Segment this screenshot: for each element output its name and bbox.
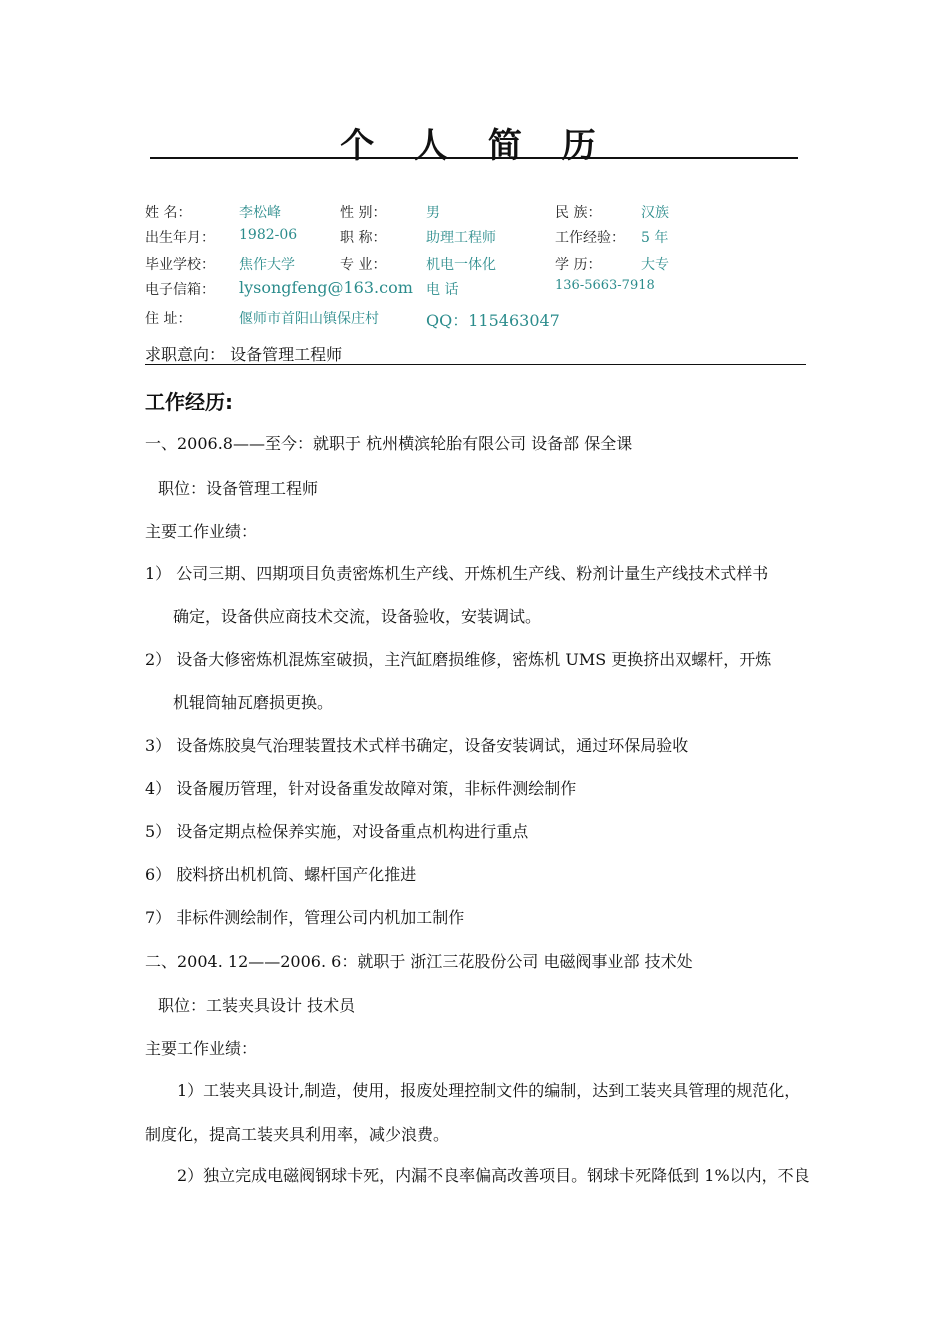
list-item: 机辊筒轴瓦磨损更换。 [173, 693, 334, 712]
list-item: 7） 非标件测绘制作，管理公司内机加工制作 [145, 908, 465, 927]
birth-label: 出生年月： [145, 230, 215, 246]
experience-label: 工作经验： [555, 230, 625, 246]
phone-value: 136-5663-7918 [555, 278, 655, 293]
job-title-label: 职 称： [340, 230, 387, 246]
ethnic-label: 民 族： [555, 205, 602, 221]
major-value: 机电一体化 [426, 257, 496, 273]
gender-value: 男 [426, 205, 440, 221]
job1-position: 职位：设备管理工程师 [158, 479, 319, 498]
major-label: 专 业： [340, 257, 387, 273]
list-item: 4） 设备履历管理，针对设备重发故障对策，非标件测绘制作 [145, 779, 577, 798]
email-label: 电子信箱： [145, 282, 215, 298]
list-item: 3） 设备炼胶臭气治理装置技术式样书确定，设备安装调试，通过环保局验收 [145, 736, 689, 755]
name-label: 姓 名： [145, 205, 192, 221]
ethnic-value: 汉族 [641, 205, 669, 221]
list-item: 1）工装夹具设计,制造，使用，报废处理控制文件的编制，达到工装夹具管理的规范化， [177, 1081, 801, 1100]
degree-label: 学 历： [555, 257, 602, 273]
job2-achievements-label: 主要工作业绩： [145, 1039, 258, 1058]
list-item: 确定，设备供应商技术交流，设备验收，安装调试。 [173, 607, 542, 626]
experience-value: 5 年 [641, 230, 669, 246]
list-item: 6） 胶料挤出机机筒、螺杆国产化推进 [145, 865, 417, 884]
list-item: 5） 设备定期点检保养实施，对设备重点机构进行重点 [145, 822, 529, 841]
qq-value: QQ：115463047 [426, 311, 560, 330]
school-value: 焦作大学 [239, 257, 295, 273]
name-value: 李松峰 [239, 205, 281, 221]
job2-position: 职位：工装夹具设计 技术员 [158, 996, 356, 1015]
job1-header: 一、2006.8——至今：就职于 杭州横滨轮胎有限公司 设备部 保全课 [145, 434, 633, 453]
list-item: 2）独立完成电磁阀钢球卡死，内漏不良率偏高改善项目。钢球卡死降低到 1%以内，不良 [177, 1166, 810, 1185]
degree-value: 大专 [641, 257, 669, 273]
birth-value: 1982-06 [239, 227, 298, 243]
job-title-value: 助理工程师 [426, 230, 496, 246]
page-title: 个 人 简 历 [340, 126, 610, 166]
gender-label: 性 别： [340, 205, 387, 221]
list-item: 1） 公司三期、四期项目负责密炼机生产线、开炼机生产线、粉剂计量生产线技术式样书 [145, 564, 769, 583]
address-value: 偃师市首阳山镇保庄村 [239, 311, 379, 327]
address-label: 住 址： [145, 311, 192, 327]
job2-header: 二、2004. 12——2006. 6：就职于 浙江三花股份公司 电磁阀事业部 技术处 [145, 952, 693, 971]
list-item: 制度化，提高工装夹具利用率，减少浪费。 [145, 1125, 450, 1144]
list-item: 2） 设备大修密炼机混炼室破损，主汽缸磨损维修，密炼机 UMS 更换挤出双螺杆，开炼 [145, 650, 772, 669]
phone-label: 电 话 [426, 282, 459, 298]
title-divider [150, 157, 798, 159]
school-label: 毕业学校： [145, 257, 215, 273]
section-title-work-experience: 工作经历: [145, 390, 233, 414]
job1-achievements-label: 主要工作业绩： [145, 522, 258, 541]
job-intent: 求职意向： 设备管理工程师 [145, 345, 343, 364]
email-value: lysongfeng@163.com [239, 278, 413, 297]
intent-divider [145, 364, 806, 365]
